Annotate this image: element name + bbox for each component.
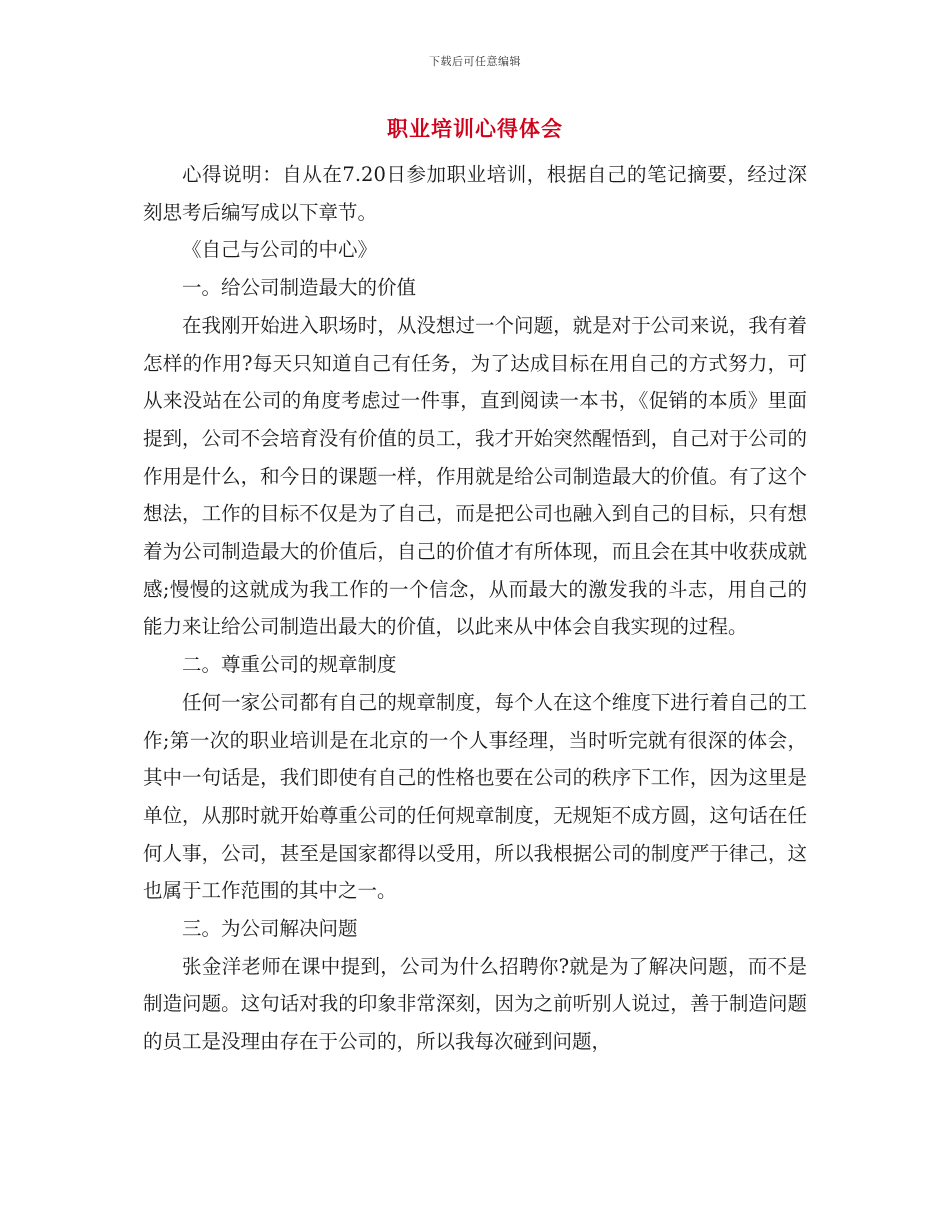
body-paragraph-3: 张金洋老师在课中提到，公司为什么招聘你?就是为了解决问题，而不是制造问题。这句话对我的印象非常深刻，因为之前听别人说过，善于制造问题的员工是没理由存在于公司的，所以我每次碰到问题， — [143, 954, 807, 1054]
section-heading-1: 一。给公司制造最大的价值 — [182, 276, 417, 300]
document-body — [143, 156, 807, 1061]
download-editable-note: 下载后可任意编辑 — [429, 55, 521, 68]
body-paragraph-1: 在我刚开始进入职场时，从没想过一个问题，就是对于公司来说，我有着怎样的作用?每天只知道自己有任务，为了达成目标在用自己的方式努力，可从来没站在公司的角度考虑过一件事，直到阅读一本书，《促销的本质》里面提到，公司不会培育没有价值的员工，我才开始突然醒悟到，自己对于公司的作用是什么，和今日的课题一样，作用就是给公司制造最大的价值。有了这个想法，工作的目标不仅是为了自己，而是把公司也融入到自己的目标，只有想着为公司制造最大的价值后，自己的价值才有所体现，而且会在其中收获成就感;慢慢的这就成为我工作的一个信念，从而最大的激发我的斗志，用自己的能力来让给公司制造出最大的价值，以此来从中体会自我实现的过程。 — [143, 313, 807, 639]
body-paragraph-2: 任何一家公司都有自己的规章制度，每个人在这个维度下进行着自己的工作;第一次的职业培训是在北京的一个人事经理，当时听完就有很深的体会，其中一句话是，我们即使有自己的性格也要在公司的秩序下工作，因为这里是单位，从那时就开始尊重公司的任何规章制度，无规矩不成方圆，这句话在任何人事，公司，甚至是国家都得以受用，所以我根据公司的制度严于律己，这也属于工作范围的其中之一。 — [143, 690, 807, 903]
section-heading-main: 《自己与公司的中心》 — [182, 238, 378, 262]
intro-paragraph: 心得说明：自从在7.20日参加职业培训，根据自己的笔记摘要，经过深刻思考后编写成以下章节。 — [143, 163, 807, 224]
document-title: 职业培训心得体会 — [387, 116, 563, 141]
section-heading-3: 三。为公司解决问题 — [182, 917, 358, 941]
section-heading-2: 二。尊重公司的规章制度 — [182, 653, 397, 677]
